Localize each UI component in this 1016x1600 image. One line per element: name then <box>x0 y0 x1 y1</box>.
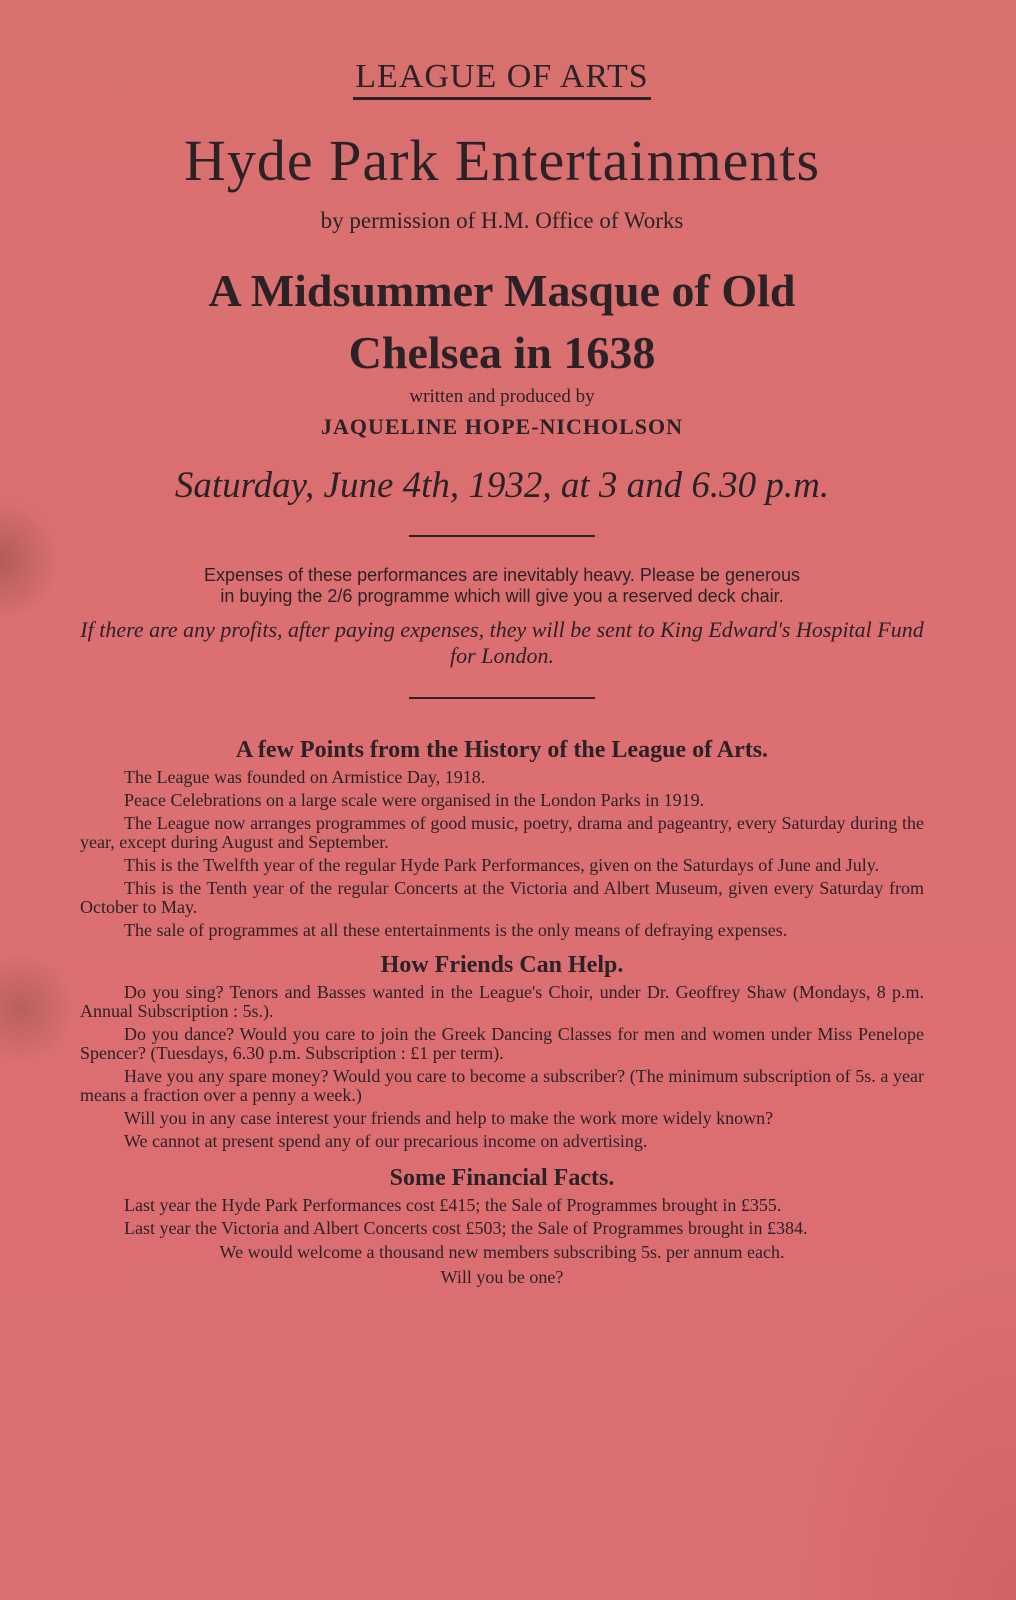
friends-heading: How Friends Can Help. <box>380 952 624 978</box>
financial-heading: Some Financial Facts. <box>389 1165 615 1191</box>
author-name: JAQUELINE HOPE-NICHOLSON <box>321 414 683 439</box>
expenses-notice <box>80 565 924 607</box>
history-paragraph: The sale of programmes at all these entertainments is the only means of defraying expenses. <box>124 920 788 940</box>
history-paragraph: This is the Tenth year of the regular Concerts at the Victoria and Albert Museum, given every Saturday from October to May. <box>80 878 924 917</box>
history-paragraph: This is the Twelfth year of the regular Hyde Park Performances, given on the Saturdays of June and July. <box>124 855 880 875</box>
expenses-line-2: in buying the 2/6 programme which will give you a reserved deck chair. <box>220 586 784 606</box>
profits-notice: If there are any profits, after paying expenses, they will be sent to King Edward's Hospital Fund for London. <box>80 617 924 668</box>
financial-paragraph: Last year the Victoria and Albert Concerts cost £503; the Sale of Programmes brought in £384. <box>124 1218 808 1238</box>
closing-line-1: We would welcome a thousand new members subscribing 5s. per annum each. <box>219 1242 785 1262</box>
written-by: written and produced by <box>409 386 595 407</box>
main-title: Hyde Park Entertainments <box>183 128 821 193</box>
history-paragraph: The League now arranges programmes of good music, poetry, drama and pageantry, every Saturday during the year, except during August and September. <box>80 813 924 852</box>
history-paragraph: The League was founded on Armistice Day, 1918. <box>124 767 486 787</box>
expenses-line-1: Expenses of these performances are inevitably heavy. Please be generous <box>203 565 801 585</box>
history-heading: A few Points from the History of the League of Arts. <box>235 737 769 763</box>
permission-line: by permission of H.M. Office of Works <box>320 208 684 233</box>
league-name: LEAGUE OF ARTS <box>353 58 650 100</box>
financial-section <box>80 1196 924 1288</box>
event-title-line-1: A Midsummer Masque of Old <box>208 265 796 316</box>
friends-paragraph: We cannot at present spend any of our precarious income on advertising. <box>124 1131 648 1151</box>
history-paragraph: Peace Celebrations on a large scale were organised in the London Parks in 1919. <box>124 790 705 810</box>
divider-1 <box>409 535 595 537</box>
friends-section <box>80 983 924 1151</box>
event-date: Saturday, June 4th, 1932, at 3 and 6.30 p.m. <box>174 465 830 506</box>
divider-2 <box>409 697 595 699</box>
event-title <box>80 260 924 384</box>
friends-paragraph: Have you any spare money? Would you care to become a subscriber? (The minimum subscription of 5s. a year means a fraction over a penny a week.) <box>80 1066 924 1105</box>
financial-paragraph: Last year the Hyde Park Performances cost £415; the Sale of Programmes brought in £355. <box>124 1195 782 1215</box>
friends-paragraph: Do you dance? Would you care to join the Greek Dancing Classes for men and women under Miss Penelope Spencer? (Tuesdays, 6.30 p.m. Subscription : £1 per term). <box>80 1024 924 1063</box>
event-title-line-2: Chelsea in 1638 <box>348 327 656 378</box>
friends-paragraph: Do you sing? Tenors and Basses wanted in the League's Choir, under Dr. Geoffrey Shaw (Mondays, 8 p.m. Annual Subscription : 5s.). <box>80 982 924 1021</box>
closing-line-2: Will you be one? <box>440 1267 564 1287</box>
league-heading <box>80 0 924 96</box>
friends-paragraph: Will you in any case interest your friends and help to make the work more widely known? <box>124 1108 774 1128</box>
history-section <box>80 768 924 940</box>
